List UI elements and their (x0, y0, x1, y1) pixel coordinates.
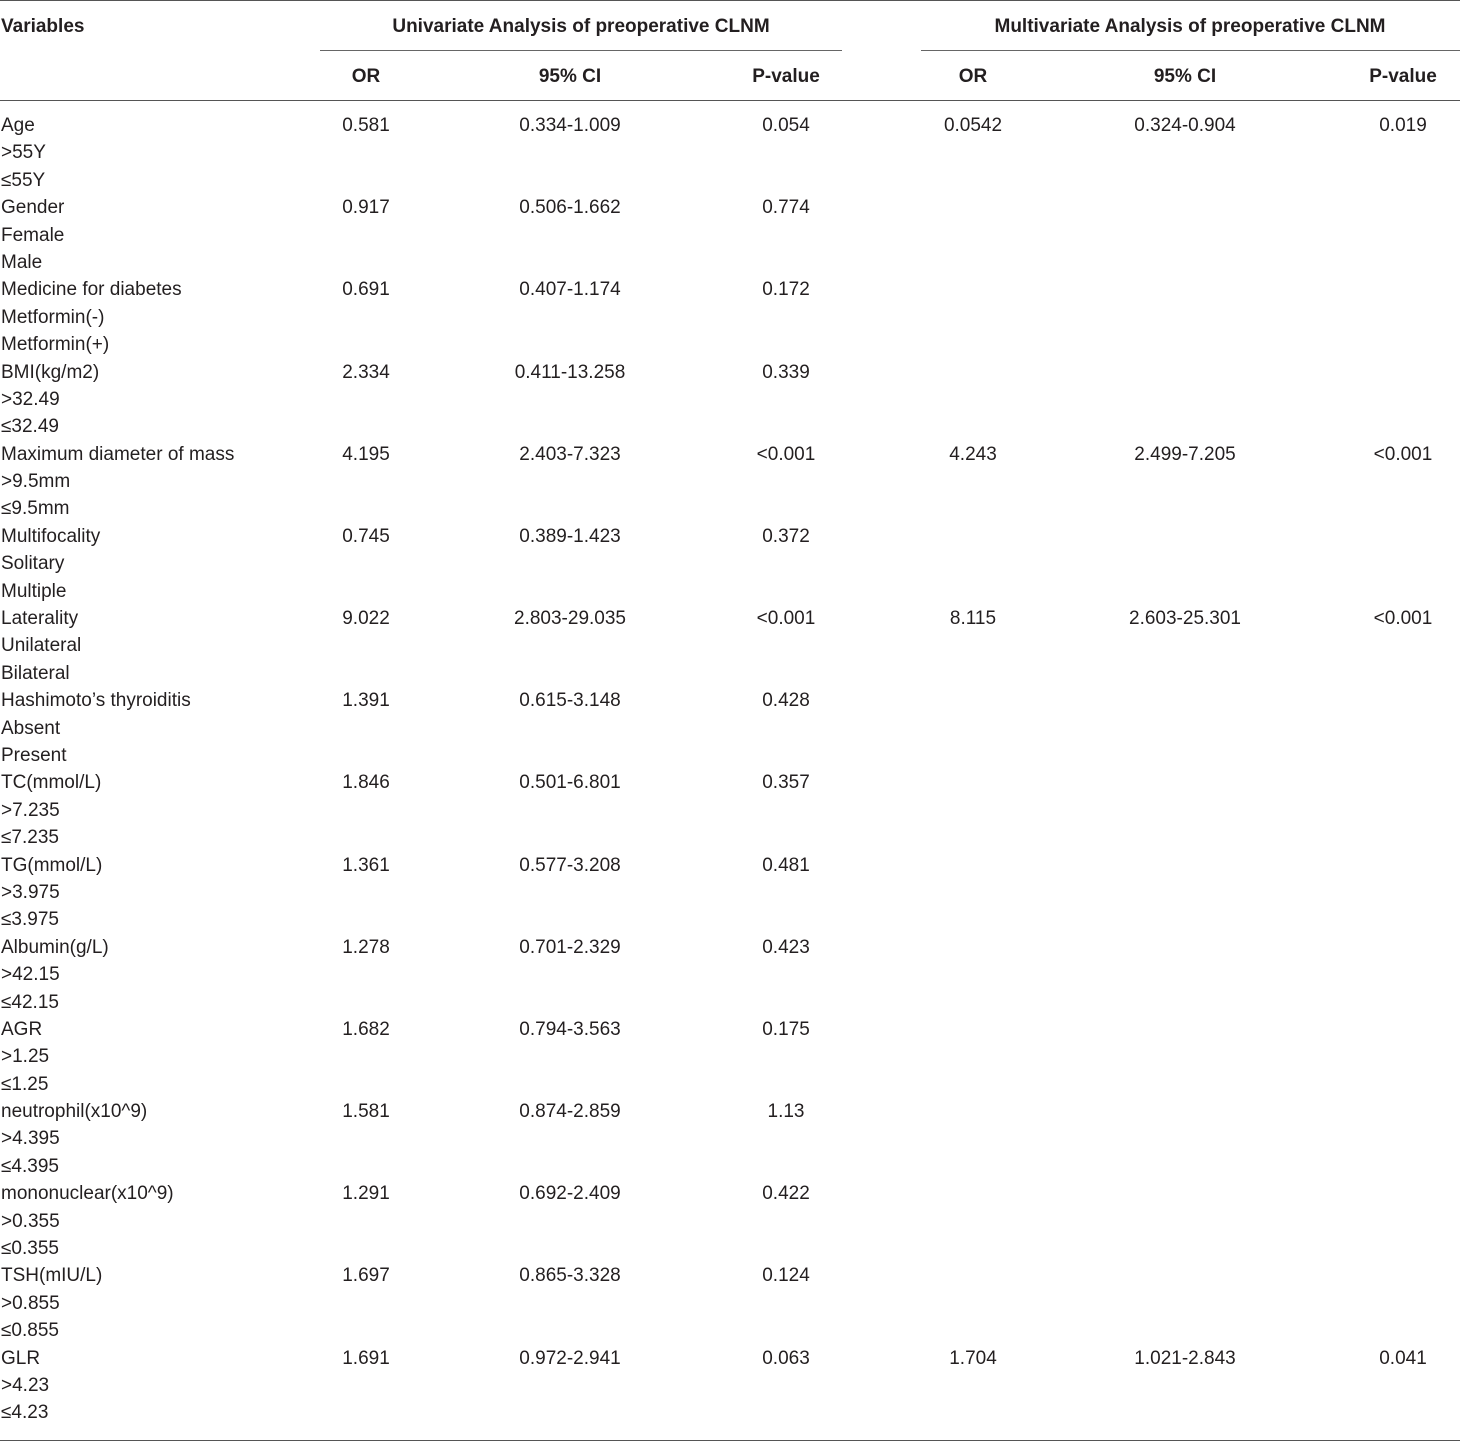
table-row (0, 578, 1460, 605)
row-label: >55Y (1, 142, 46, 164)
row-label: GLR (1, 1347, 41, 1369)
table-row (0, 139, 1460, 166)
row-label: ≤3.975 (1, 909, 59, 931)
cell-uni-pvalue: 0.054 (762, 115, 810, 136)
row-label: Metformin(-) (1, 306, 105, 328)
row-label: ≤9.5mm (1, 498, 70, 520)
table-row (0, 1153, 1460, 1180)
table-row (0, 359, 1460, 386)
row-label: TC(mmol/L) (1, 772, 102, 794)
row-label: ≤4.23 (1, 1402, 49, 1424)
row-label: ≤0.355 (1, 1238, 59, 1260)
table-row (0, 495, 1460, 522)
table-row (0, 742, 1460, 769)
table-row (0, 523, 1460, 550)
cell-uni-ci: 0.407-1.174 (519, 279, 621, 301)
header-bottom-rule (0, 100, 1460, 101)
table-row (0, 852, 1460, 879)
row-label: >9.5mm (1, 471, 71, 493)
cell-uni-pvalue: 0.175 (762, 1018, 810, 1040)
cell-uni-pvalue: 0.357 (762, 772, 810, 794)
cell-uni-or: 0.691 (342, 279, 390, 301)
row-label: >32.49 (1, 388, 60, 410)
table-row (0, 331, 1460, 358)
cell-uni-or: 0.745 (342, 525, 390, 547)
table-row (0, 879, 1460, 906)
cell-uni-pvalue: 0.422 (762, 1183, 810, 1205)
row-label: Multiple (1, 580, 67, 602)
cell-uni-ci: 0.506-1.662 (519, 197, 621, 219)
row-label: >0.355 (1, 1210, 60, 1232)
cell-uni-or: 9.022 (342, 608, 390, 630)
table-row (0, 1372, 1460, 1399)
table-row (0, 1016, 1460, 1043)
row-label: mononuclear(x10^9) (1, 1183, 174, 1205)
col-header-multi-ci: 95% CI (1153, 66, 1217, 87)
cell-uni-or: 1.691 (342, 1347, 390, 1369)
cell-multi-ci: 0.324-0.904 (1134, 115, 1236, 136)
table-row (0, 167, 1460, 194)
table-row (0, 1345, 1460, 1372)
row-label: neutrophil(x10^9) (1, 1101, 148, 1123)
table-row (0, 1290, 1460, 1317)
row-label: Multifocality (1, 525, 101, 547)
col-header-uni-ci: 95% CI (538, 66, 602, 87)
cell-uni-or: 4.195 (342, 443, 390, 465)
table-row (0, 1262, 1460, 1289)
table-row (0, 550, 1460, 577)
row-label: Absent (1, 717, 61, 739)
cell-uni-ci: 0.972-2.941 (519, 1347, 621, 1369)
col-header-multi-or: OR (958, 66, 988, 87)
table-row (0, 112, 1460, 139)
row-label: Medicine for diabetes (1, 279, 182, 301)
row-label: ≤42.15 (1, 991, 59, 1013)
table-row (0, 961, 1460, 988)
univariate-group-rule (320, 50, 842, 51)
table-row (0, 660, 1460, 687)
cell-uni-ci: 0.501-6.801 (519, 772, 621, 794)
table-row (0, 1208, 1460, 1235)
row-label: Bilateral (1, 662, 70, 684)
cell-uni-or: 1.361 (342, 854, 390, 876)
cell-multi-or: 8.115 (949, 608, 997, 630)
cell-multi-ci: 2.603-25.301 (1129, 608, 1241, 630)
cell-uni-ci: 0.865-3.328 (519, 1265, 621, 1287)
cell-multi-or: 4.243 (949, 443, 997, 465)
table-row (0, 441, 1460, 468)
row-label: Female (1, 224, 65, 246)
table-row (0, 386, 1460, 413)
cell-multi-ci: 2.499-7.205 (1134, 443, 1236, 465)
cell-uni-pvalue: 0.372 (762, 525, 810, 547)
multivariate-group-rule (921, 50, 1460, 51)
row-label: Gender (1, 197, 65, 219)
col-header-uni-pvalue: P-value (752, 66, 820, 87)
row-label: >3.975 (1, 881, 60, 903)
col-header-uni-or: OR (351, 66, 381, 87)
row-label: Unilateral (1, 635, 82, 657)
cell-uni-ci: 2.403-7.323 (519, 443, 621, 465)
row-label: ≤32.49 (1, 416, 59, 438)
table-row (0, 715, 1460, 742)
row-label: Maximum diameter of mass (1, 443, 235, 465)
row-label: >4.395 (1, 1128, 60, 1150)
cell-uni-or: 2.334 (342, 361, 390, 383)
cell-uni-pvalue: 0.774 (762, 197, 810, 219)
table-row (0, 1043, 1460, 1070)
cell-uni-ci: 0.794-3.563 (519, 1018, 621, 1040)
table-row (0, 934, 1460, 961)
cell-uni-pvalue: <0.001 (756, 443, 816, 465)
row-label: >1.25 (1, 1046, 50, 1068)
cell-uni-pvalue: 0.063 (762, 1347, 810, 1369)
cell-uni-ci: 0.615-3.148 (519, 690, 621, 712)
table-row (0, 1399, 1460, 1426)
cell-uni-ci: 0.389-1.423 (519, 525, 621, 547)
cell-multi-or: 1.704 (949, 1347, 997, 1369)
cell-multi-pvalue: 0.041 (1379, 1347, 1427, 1369)
table-row (0, 1125, 1460, 1152)
cell-multi-pvalue: <0.001 (1373, 443, 1433, 465)
cell-uni-pvalue: 0.172 (762, 279, 810, 301)
table-row (0, 989, 1460, 1016)
table-row (0, 1180, 1460, 1207)
table-row (0, 1071, 1460, 1098)
cell-uni-ci: 0.334-1.009 (519, 115, 621, 136)
row-label: >7.235 (1, 799, 60, 821)
cell-uni-or: 1.846 (342, 772, 390, 794)
cell-uni-or: 1.697 (342, 1265, 390, 1287)
row-label: TG(mmol/L) (1, 854, 103, 876)
table-top-rule (0, 0, 1460, 1)
cell-uni-ci: 0.692-2.409 (519, 1183, 621, 1205)
row-label: ≤7.235 (1, 827, 59, 849)
cell-uni-ci: 0.701-2.329 (519, 936, 621, 958)
cell-multi-pvalue: <0.001 (1373, 608, 1433, 630)
row-label: ≤1.25 (1, 1073, 49, 1095)
row-label: ≤0.855 (1, 1320, 59, 1342)
cell-uni-ci: 0.874-2.859 (519, 1101, 621, 1123)
header-univariate-analysis: Univariate Analysis of preoperative CLNM (392, 16, 770, 37)
row-label: BMI(kg/m2) (1, 361, 100, 383)
cell-uni-pvalue: 0.423 (762, 936, 810, 958)
cell-uni-ci: 2.803-29.035 (514, 608, 626, 630)
table-row (0, 605, 1460, 632)
cell-uni-pvalue: 0.481 (762, 854, 810, 876)
table-row (0, 906, 1460, 933)
row-label: Metformin(+) (1, 334, 110, 356)
cell-uni-or: 1.391 (342, 690, 390, 712)
cell-multi-pvalue: 0.019 (1379, 115, 1427, 136)
cell-uni-or: 1.581 (342, 1101, 390, 1123)
table-bottom-rule (0, 1440, 1460, 1441)
table-row (0, 413, 1460, 440)
table-row (0, 632, 1460, 659)
row-label: >4.23 (1, 1374, 50, 1396)
cell-uni-or: 1.278 (342, 936, 390, 958)
cell-uni-ci: 0.577-3.208 (519, 854, 621, 876)
table-row (0, 304, 1460, 331)
cell-multi-ci: 1.021-2.843 (1134, 1347, 1236, 1369)
cell-uni-pvalue: 0.124 (762, 1265, 810, 1287)
row-label: TSH(mIU/L) (1, 1265, 103, 1287)
row-label: Age (1, 115, 35, 136)
col-header-multi-pvalue: P-value (1369, 66, 1437, 87)
table-body (0, 112, 1460, 1427)
table-row (0, 687, 1460, 714)
header-multivariate-analysis: Multivariate Analysis of preoperative CLNM (994, 16, 1386, 37)
row-label: Present (1, 744, 67, 766)
row-label: Male (1, 251, 43, 273)
table-row (0, 468, 1460, 495)
table-row (0, 824, 1460, 851)
table-row (0, 1317, 1460, 1344)
row-label: >0.855 (1, 1292, 60, 1314)
table-row (0, 276, 1460, 303)
cell-uni-pvalue: 0.339 (762, 361, 810, 383)
cell-uni-or: 0.581 (342, 115, 390, 136)
row-label: Hashimoto’s thyroiditis (1, 690, 191, 712)
cell-uni-or: 1.291 (342, 1183, 390, 1205)
table-row (0, 222, 1460, 249)
cell-uni-or: 1.682 (342, 1018, 390, 1040)
cell-multi-or: 0.0542 (943, 115, 1003, 136)
cell-uni-ci: 0.411-13.258 (514, 361, 626, 383)
row-label: Solitary (1, 553, 65, 575)
row-label: ≤4.395 (1, 1155, 59, 1177)
table-row (0, 249, 1460, 276)
row-label: ≤55Y (1, 169, 46, 191)
table-row (0, 769, 1460, 796)
cell-uni-or: 0.917 (342, 197, 390, 219)
row-label: Albumin(g/L) (1, 936, 109, 958)
row-label: >42.15 (1, 964, 60, 986)
cell-uni-pvalue: <0.001 (756, 608, 816, 630)
table-row (0, 797, 1460, 824)
table-row (0, 194, 1460, 221)
row-label: Laterality (1, 608, 79, 630)
header-variables: Variables (1, 16, 85, 37)
cell-uni-pvalue: 0.428 (762, 690, 810, 712)
table-row (0, 1098, 1460, 1125)
cell-uni-pvalue: 1.13 (767, 1101, 805, 1123)
table-row (0, 1235, 1460, 1262)
row-label: AGR (1, 1018, 43, 1040)
